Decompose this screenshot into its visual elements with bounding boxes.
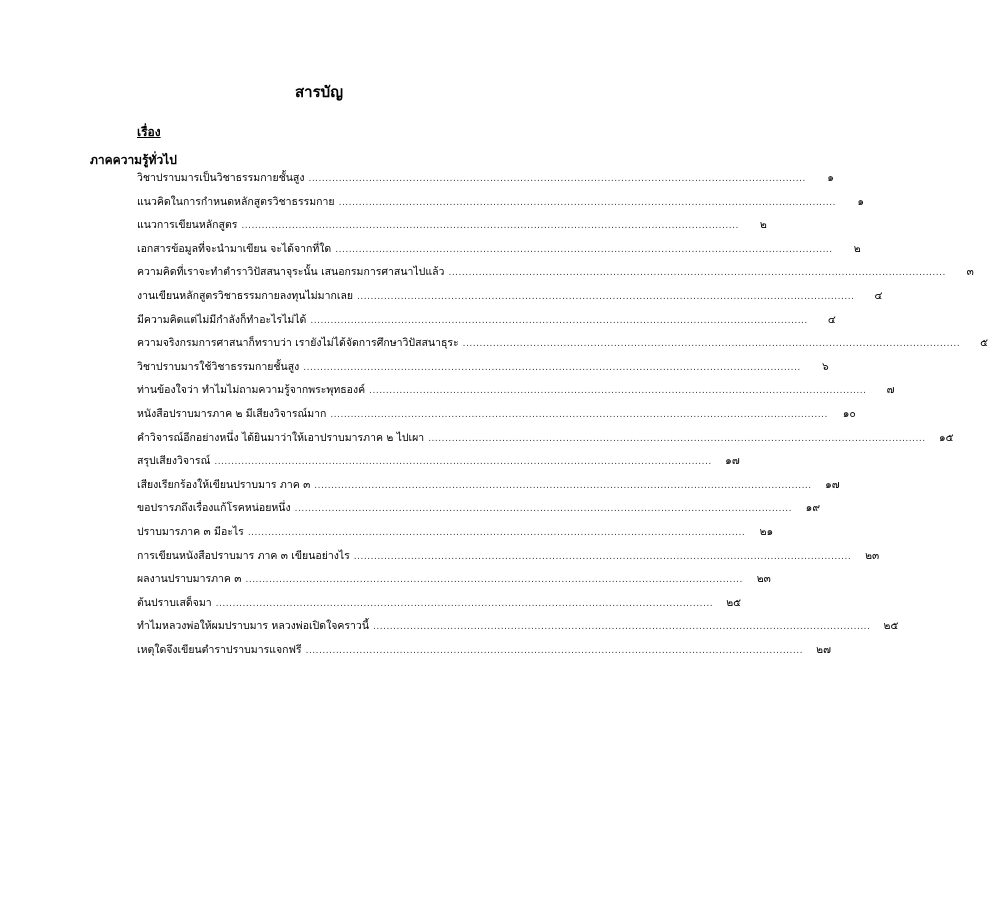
toc-entry-title: แนวคิดในการกำหนดหลักสูตรวิชาธรรมกาย [137,195,335,208]
toc-entry-page: ๑๙ [805,502,821,515]
toc-entry [137,335,988,359]
column-heading: เรื่อง [137,125,161,139]
toc-entry-title: ปราบมารภาค ๓ มีอะไร [137,525,244,538]
toc-entry-page: ๑๕ [938,431,954,444]
toc-entry [137,382,895,406]
dot-leader: .................................................................................................................................................... [373,622,871,633]
toc-entry [137,406,856,430]
dot-leader: .................................................................................................................................................... [305,645,803,656]
toc-entry [137,500,821,524]
toc-entry-title: เสียงเรียกร้องให้เขียนปราบมาร ภาค ๓ [137,478,311,491]
toc-entry [137,288,883,312]
dot-leader: .................................................................................................................................................... [353,551,852,562]
toc-entry [137,217,767,241]
toc-entry-page: ๔ [827,313,836,326]
dot-leader: .................................................................................................................................................... [303,362,801,373]
dot-leader: .................................................................................................................................................... [448,268,946,279]
dot-leader: .................................................................................................................................................... [245,575,743,586]
toc-entry-title: วิชาปราบมารเป็นวิชาธรรมกายชั้นสูง [137,172,305,184]
toc-entry-page: ๒๑ [759,525,774,538]
toc-entry [137,453,740,477]
toc-entry-title: หนังสือปราบมารภาค ๒ มีเสียงวิจารณ์มาก [137,407,327,420]
toc-entry-page: ๖ [822,360,829,373]
dot-leader: .................................................................................................................................................... [369,386,867,397]
toc-entry [137,194,864,218]
dot-leader: .................................................................................................................................................... [214,457,712,468]
toc-entry-page: ๒๗ [816,643,831,656]
toc-entry-page: ๗ [886,384,895,397]
toc-entry [137,618,899,642]
table-of-contents [137,170,988,665]
toc-entry-title: ขอปรารภถึงเรื่องแก้โรคหน่อยหนึ่ง [137,502,291,515]
toc-entry-title: เอกสารข้อมูลที่จะนำมาเขียน จะได้จากที่ใด [137,242,332,255]
dot-leader: .................................................................................................................................................... [310,315,808,326]
toc-entry-title: งานเขียนหลักสูตรวิชาธรรมกายลงทุนไม่มากเลย [137,289,354,302]
toc-entry [137,595,742,619]
dot-leader: .................................................................................................................................................... [330,409,828,420]
toc-entry-title: ทำไมหลวงพ่อให้ผมปราบมาร หลวงพ่อเปิดใจคราวนี้ [137,620,369,633]
toc-entry [137,312,836,336]
toc-entry-page: ๔ [874,289,883,302]
dot-leader: .................................................................................................................................................... [247,527,746,538]
toc-entry-page: ๒ [759,219,767,232]
dot-leader: .................................................................................................................................................... [308,174,806,184]
toc-entry-title: ความจริงกรมการศาสนาก็ทราบว่า เรายังไม่ได้จัดการศึกษาวิปัสสนาธุระ [137,337,459,350]
toc-entry [137,359,829,383]
toc-entry-title: ต้นปราบเสด็จมา [137,596,212,609]
toc-entry [137,642,831,666]
dot-leader: .................................................................................................................................................... [294,504,793,515]
toc-entry [137,241,861,265]
toc-entry-page: ๒๓ [865,549,880,562]
toc-entry-page: ๑๗ [825,478,840,491]
toc-entry-page: ๓ [966,266,974,279]
toc-entry-page: ๒๕ [883,620,899,633]
toc-entry-title: ผลงานปราบมารภาค ๓ [137,573,242,586]
toc-entry-title: การเขียนหนังสือปราบมาร ภาค ๓ เขียนอย่างไร [137,549,350,562]
toc-entry-title: วิชาปราบมารใช้วิชาธรรมกายชั้นสูง [137,360,300,373]
dot-leader: .................................................................................................................................................... [335,244,833,255]
section-heading: ภาคความรู้ทั่วไป [90,153,177,167]
toc-entry-page: ๑ [827,172,834,184]
dot-leader: .................................................................................................................................................... [428,433,926,444]
toc-entry-title: เหตุใดจึงเขียนตำราปราบมารแจกฟรี [137,643,302,656]
toc-entry [137,430,954,454]
dot-leader: .................................................................................................................................................... [241,221,739,232]
dot-leader: .................................................................................................................................................... [314,480,812,491]
toc-entry-page: ๑๐ [842,407,856,420]
toc-entry [137,477,840,501]
toc-entry-title: คำวิจารณ์อีกอย่างหนึ่ง ได้ยินมาว่าให้เอาปราบมารภาค ๒ ไปเผา [137,431,425,444]
toc-entry-title: มีความคิดแต่ไม่มีกำลังก็ทำอะไรไม่ได้ [137,313,307,326]
toc-entry-page: ๒ [853,242,861,255]
dot-leader: .................................................................................................................................................... [338,197,836,208]
toc-entry [137,264,974,288]
toc-entry-page: ๕ [980,337,988,350]
toc-entry-page: ๑ [857,195,864,208]
toc-entry-page: ๒๓ [756,573,771,586]
dot-leader: .................................................................................................................................................... [462,339,961,350]
toc-entry [137,524,774,548]
dot-leader: .................................................................................................................................................... [215,598,714,609]
dot-leader: .................................................................................................................................................... [357,291,855,302]
page-title: สารบัญ [295,83,343,101]
toc-entry [137,548,880,572]
toc-entry [137,170,834,194]
toc-entry [137,571,771,595]
toc-entry-page: ๑๗ [725,455,740,468]
toc-entry-title: แนวการเขียนหลักสูตร [137,219,238,232]
toc-entry-page: ๒๕ [726,596,742,609]
toc-entry-title: สรุปเสียงวิจารณ์ [137,455,211,468]
toc-entry-title: ท่านข้องใจว่า ทำไมไม่ถามความรู้จากพระพุทธองค์ [137,384,366,397]
toc-entry-title: ความคิดที่เราจะทำตำราวิปัสสนาจุระนั้น เสนอกรมการศาสนาไปแล้ว [137,266,445,279]
